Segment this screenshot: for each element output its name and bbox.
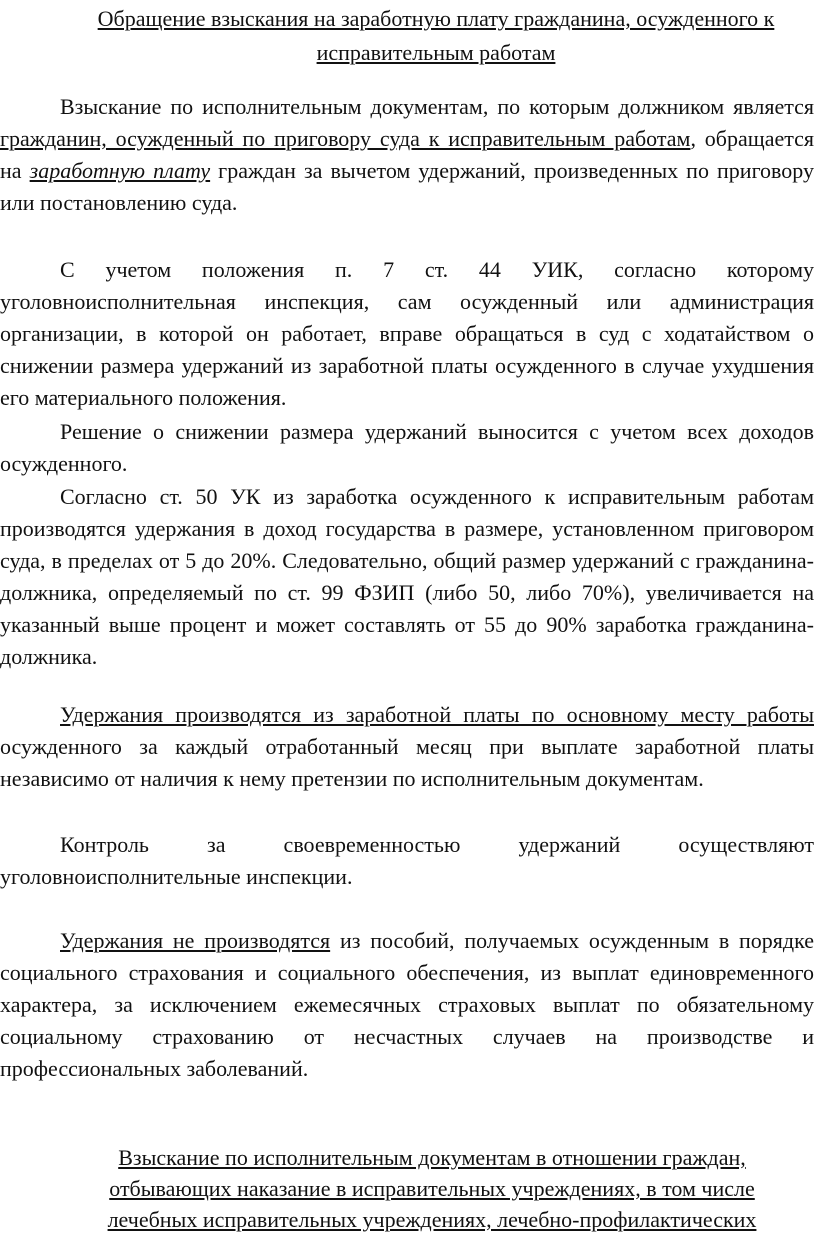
p1-underlined: гражданин, осужденный по приговору суда к исправительным работам [0,126,691,151]
document-title [56,2,816,70]
section-heading [48,1142,816,1235]
paragraph-7 [0,925,814,1085]
p1-text-1: Взыскание по исполнительным документам, по которым должником является [60,94,814,119]
p1-text-3: граждан за вычетом удержаний, произведенных по приговору или постановлению суда. [0,158,815,215]
p5-underlined: Удержания производятся из заработной платы по основному месту работы [60,702,814,727]
paragraph-4: Согласно ст. 50 УК из заработка осужденного к исправительным работам производятся удержания в доход государства в размере, установленном приговором суда, в пределах от 5 до 20%. Следовательно, общий размер удержаний с гражданина-должника, определяемый по ст. 99 ФЗИП (либо 50, либо 70%), увеличивается на указанный выше процент и может составлять от 55 до 90% заработка гражданина-должника. [0,484,814,669]
paragraph-2: С учетом положения п. 7 ст. 44 УИК, согласно которому уголовноисполнительная инспекция, сам осужденный или администрация организации, в которой он работает, вправе обращаться в суд с ходатайством о снижении размера удержаний из заработной платы осужденного в случае ухудшения его материального положения. [0,257,814,410]
p1-italic-underlined: заработную плату [29,158,211,183]
paragraph-3: Решение о снижении размера удержаний выносится с учетом всех доходов осужденного. [0,419,814,476]
paragraph-5 [0,699,814,795]
title-line-1: Обращение взыскания на заработную плату гражданина, осужденного к [97,6,775,31]
heading-line-2: отбывающих наказание в исправительных учреждениях, в том числе [109,1176,755,1201]
p7-underlined: Удержания не производятся [60,928,331,953]
paragraph-6: Контроль за своевременностью удержаний осуществляют уголовноисполнительные инспекции. [0,832,814,889]
p1-text-2: , обращается на [0,126,814,183]
heading-line-3: лечебных исправительных учреждениях, лечебно-профилактических [107,1207,757,1232]
paragraph-1 [0,91,814,219]
p5-text: осужденного за каждый отработанный месяц при выплате заработной платы независимо от наличия к нему претензии по исполнительным документам. [0,734,814,791]
title-line-2: исправительным работам [316,40,556,65]
heading-line-1: Взыскание по исполнительным документам в отношении граждан, [118,1145,746,1170]
p7-text: из пособий, получаемых осужденным в порядке социального страхования и социального обеспечения, из выплат единовременного характера, за исключением ежемесячных страховых выплат по обязательному социальному страхованию от несчастных случаев на производстве и профессиональных заболеваний. [0,928,814,1081]
